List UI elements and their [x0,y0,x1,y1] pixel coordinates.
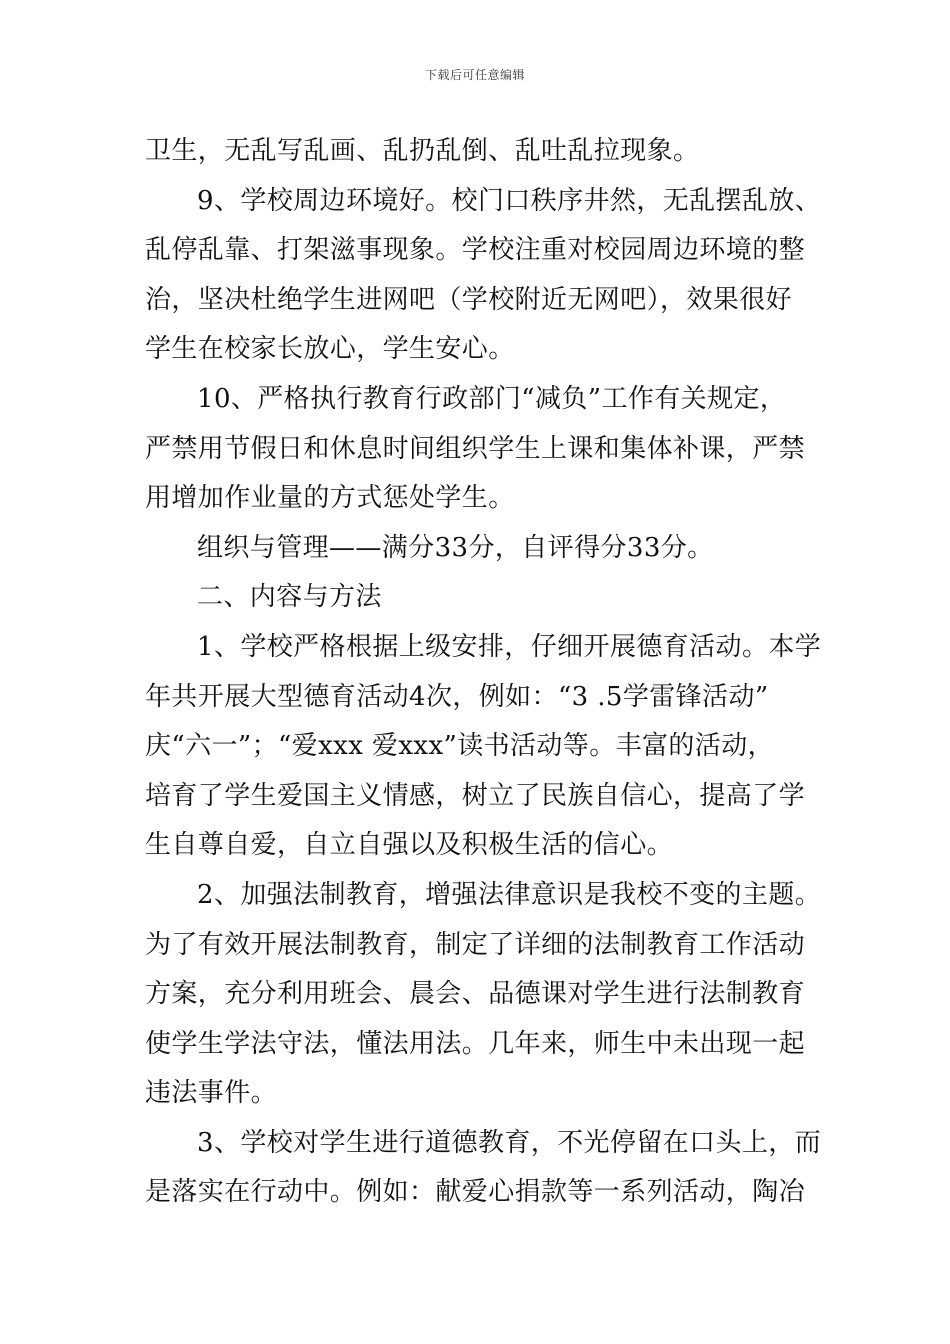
text-line: 治，坚决杜绝学生进网吧（学校附近无网吧），效果很好 [145,284,793,315]
text-line: 违法事件。 [145,1078,278,1109]
text-line: 9、学校周边环境好。校门口秩序井然，无乱摆乱放、 [197,185,822,216]
document-body [145,127,822,1218]
text-line: 学生在校家长放心，学生安心。 [145,334,515,365]
text-line: 乱停乱靠、打架滋事现象。学校注重对校园周边环境的整 [145,235,806,266]
text-line: 生自尊自爱，自立自强以及积极生活的信心。 [145,830,674,861]
text-line: 严禁用节假日和休息时间组织学生上课和集体补课，严禁 [145,433,806,464]
text-line: 卫生，无乱写乱画、乱扔乱倒、乱吐乱拉现象。 [145,136,700,166]
section-heading: 二、内容与方法 [197,582,382,613]
text-line: 方案，充分利用班会、晨会、品德课对学生进行法制教育 [145,979,806,1010]
text-line: 培育了学生爱国主义情感，树立了民族自信心，提高了学 [145,780,806,811]
text-line: 用增加作业量的方式惩处学生。 [145,483,515,514]
text-line: 2、加强法制教育，增强法律意识是我校不变的主题。 [197,879,822,910]
text-line: 庆“六一”；“爱xxx 爱xxx”读书活动等。丰富的活动， [145,731,775,762]
text-line: 10、严格执行教育行政部门“减负”工作有关规定， [197,383,787,414]
text-line: 组织与管理——满分33分，自评得分33分。 [197,532,714,563]
text-line: 使学生学法守法，懂法用法。几年来，师生中未出现一起 [145,1028,806,1059]
text-line: 年共开展大型德育活动4次，例如：“3 .5学雷锋活动” [145,681,769,712]
text-line: 3、学校对学生进行道德教育，不光停留在口头上，而 [197,1127,822,1158]
text-line: 为了有效开展法制教育，制定了详细的法制教育工作活动 [145,929,806,960]
text-line: 1、学校严格根据上级安排，仔细开展德育活动。本学 [197,631,822,662]
text-line: 是落实在行动中。例如：献爱心捐款等一系列活动，陶冶 [145,1177,806,1208]
page-header: 下载后可任意编辑 [424,68,525,82]
